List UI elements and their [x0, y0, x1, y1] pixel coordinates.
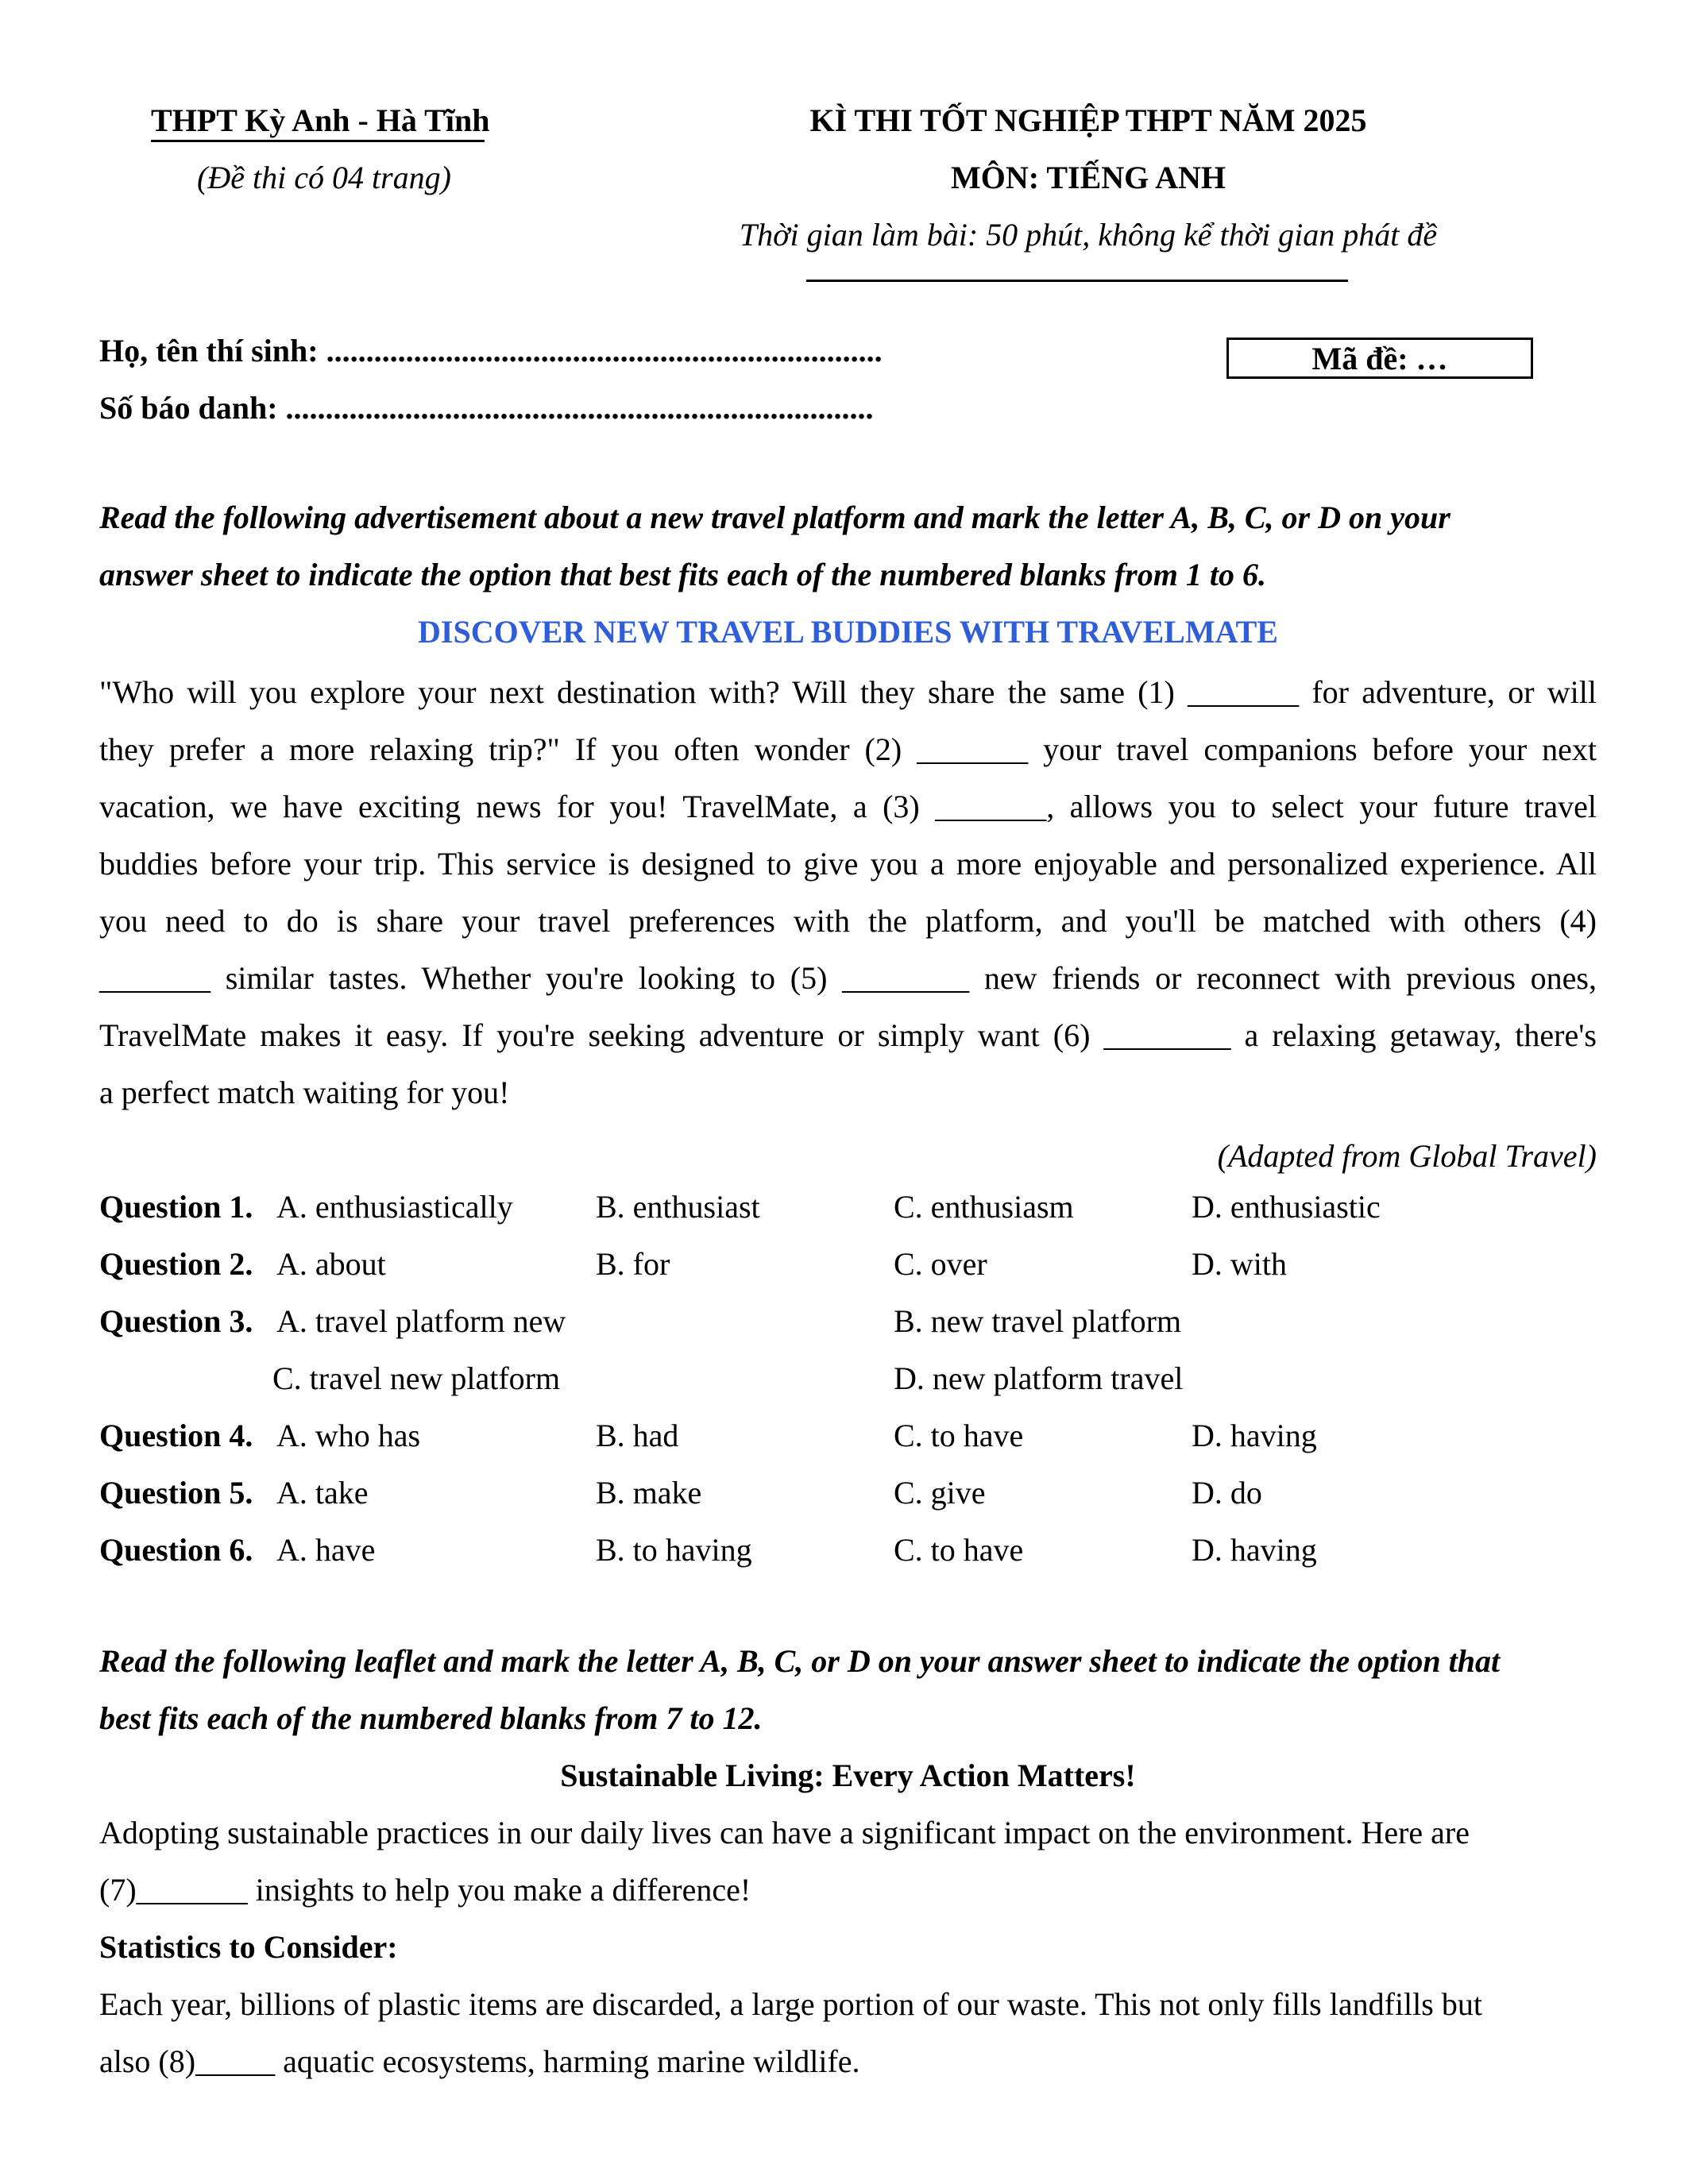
passage1-line-2: they prefer a more relaxing trip?" If you often wonder (2) _______ your travel companions before your next: [99, 731, 1597, 767]
option-b[interactable]: B. for: [596, 1246, 670, 1282]
subject-title: MÔN: TIẾNG ANH: [951, 160, 1226, 195]
passage1-source: (Adapted from Global Travel): [1217, 1138, 1597, 1174]
section2-intro-line2: (7)_______ insights to help you make a difference!: [99, 1872, 751, 1908]
passage1-line-7: TravelMate makes it easy. If you're seeking adventure or simply want (6) ________ a relaxing getaway, there's: [99, 1017, 1597, 1053]
option-d[interactable]: D. having: [1192, 1532, 1317, 1568]
option-d[interactable]: D. with: [1192, 1246, 1287, 1282]
passage1-line-4: buddies before your trip. This service is designed to give you a more enjoyable and personalized experience. All: [99, 846, 1597, 882]
section1-instruction-line1: Read the following advertisement about a new travel platform and mark the letter A, B, C, or D on your: [99, 500, 1450, 535]
section2-title: Sustainable Living: Every Action Matters!: [560, 1758, 1136, 1793]
option-d[interactable]: D. enthusiastic: [1192, 1189, 1381, 1225]
section2-instruction-line1: Read the following leaflet and mark the letter A, B, C, or D on your answer sheet to indicate the option that: [99, 1643, 1501, 1679]
option-c[interactable]: C. to have: [894, 1532, 1024, 1568]
school-name: THPT Kỳ Anh - Hà Tĩnh: [151, 102, 490, 138]
header-divider: [806, 280, 1348, 282]
option-a[interactable]: A. enthusiastically: [276, 1189, 513, 1225]
option-c[interactable]: C. over: [894, 1246, 987, 1282]
option-a[interactable]: A. travel platform new: [276, 1303, 566, 1339]
section2-intro-line1: Adopting sustainable practices in our daily lives can have a significant impact on the environment. Here are: [99, 1815, 1470, 1850]
candidate-name-line: Họ, tên thí sinh: ......................................................................: [99, 333, 883, 369]
option-c[interactable]: C. travel new platform: [272, 1360, 561, 1396]
option-a[interactable]: A. who has: [276, 1418, 421, 1453]
passage1-line-5: you need to do is share your travel preferences with the platform, and you'll be matched with others (4): [99, 903, 1597, 939]
option-c[interactable]: C. enthusiasm: [894, 1189, 1074, 1225]
option-b[interactable]: B. new travel platform: [894, 1303, 1182, 1339]
question-label: Question 4.: [99, 1418, 253, 1453]
passage1-line-6: _______ similar tastes. Whether you're looking to (5) ________ new friends or reconnect with previous ones,: [99, 960, 1597, 996]
stats-line1: Each year, billions of plastic items are discarded, a large portion of our waste. This not only fills landfills but: [99, 1986, 1482, 2022]
option-b[interactable]: B. enthusiast: [596, 1189, 760, 1225]
candidate-id-line: Số báo danh: ..........................................................................: [99, 390, 874, 426]
passage1-line-8: a perfect match waiting for you!: [99, 1075, 510, 1110]
option-d[interactable]: D. do: [1192, 1475, 1262, 1511]
question-label: Question 6.: [99, 1532, 253, 1568]
option-b[interactable]: B. had: [596, 1418, 679, 1453]
stats-heading: Statistics to Consider:: [99, 1929, 398, 1965]
question-label: Question 3.: [99, 1303, 253, 1339]
passage1-line-3: vacation, we have exciting news for you! TravelMate, a (3) _______, allows you to select your future travel: [99, 789, 1597, 824]
option-d[interactable]: D. having: [1192, 1418, 1317, 1453]
section1-instruction-line2: answer sheet to indicate the option that best fits each of the numbered blanks from 1 to 6.: [99, 557, 1266, 592]
question-label: Question 1.: [99, 1189, 253, 1225]
option-a[interactable]: A. take: [276, 1475, 369, 1511]
passage1-line-1: "Who will you explore your next destination with? Will they share the same (1) _______ for adventure, or will: [99, 674, 1597, 710]
option-b[interactable]: B. make: [596, 1475, 702, 1511]
stats-line2: also (8)_____ aquatic ecosystems, harming marine wildlife.: [99, 2043, 860, 2079]
question-label: Question 2.: [99, 1246, 253, 1282]
option-c[interactable]: C. to have: [894, 1418, 1024, 1453]
option-c[interactable]: C. give: [894, 1475, 986, 1511]
option-a[interactable]: A. about: [276, 1246, 386, 1282]
option-d[interactable]: D. new platform travel: [894, 1360, 1184, 1396]
option-b[interactable]: B. to having: [596, 1532, 752, 1568]
question-label: Question 5.: [99, 1475, 253, 1511]
section2-instruction-line2: best fits each of the numbered blanks from 7 to 12.: [99, 1700, 763, 1736]
exam-code-box: Mã đề: …: [1226, 338, 1533, 379]
exam-title: KÌ THI TỐT NGHIỆP THPT NĂM 2025: [809, 102, 1367, 138]
pages-note: (Đề thi có 04 trang): [197, 160, 451, 195]
option-a[interactable]: A. have: [276, 1532, 376, 1568]
time-note: Thời gian làm bài: 50 phút, không kể thời gian phát đề: [739, 217, 1438, 253]
section1-title: DISCOVER NEW TRAVEL BUDDIES WITH TRAVELMATE: [418, 614, 1278, 650]
school-underline: [151, 140, 485, 142]
